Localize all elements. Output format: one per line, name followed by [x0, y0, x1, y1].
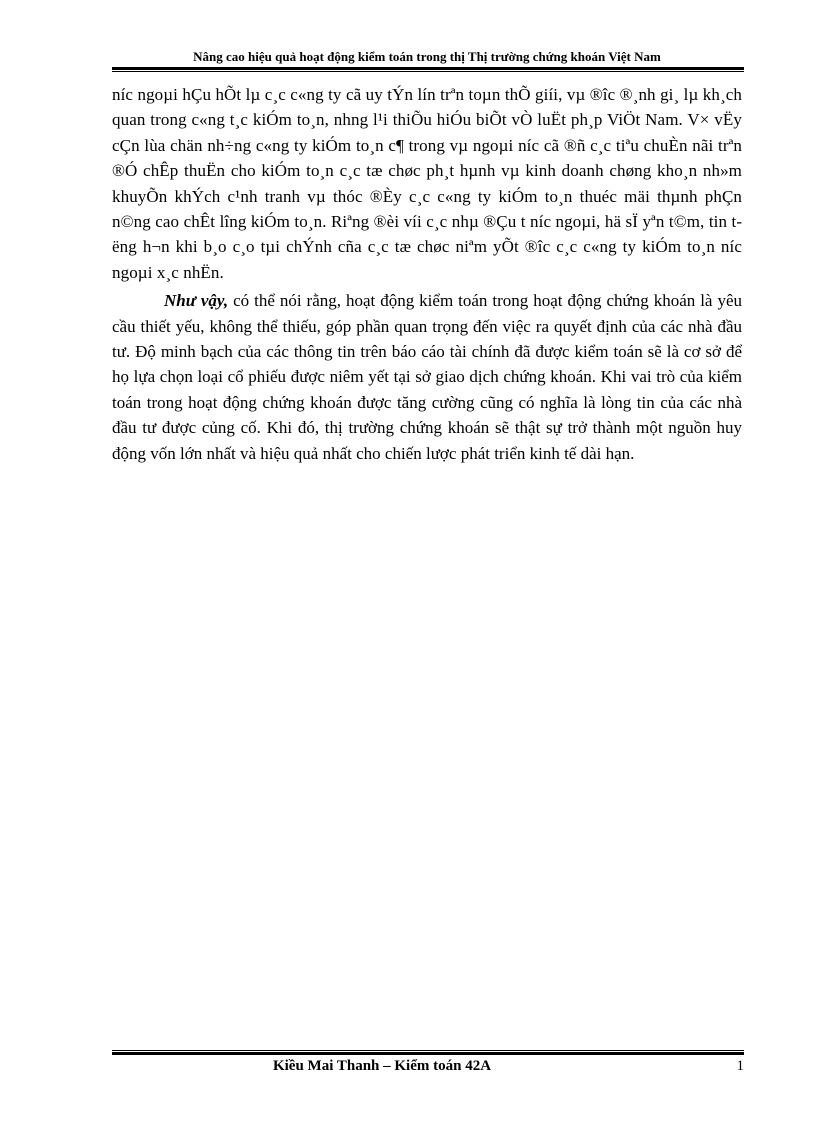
paragraph-legacy-encoding: níc ngoµi hÇu hÕt lµ c¸c c«ng ty cã uy tÝn lín trªn toµn thÕ giíi, vµ ®îc ®¸nh gi¸ lµ kh¸ch quan trong c«ng t¸c kiÓm to¸n, nhng l¹i thiÕu hiÓu biÕt vÒ luËt ph¸p ViÖt Nam. V× vËy cÇn lùa chän nh÷ng c«ng ty kiÓm to¸n c¶ trong vµ ngoµi níc cã ®ñ c¸c tiªu chuÈn nãi trªn ®Ó chÊp thuËn cho kiÓm to¸n c¸c tæ chøc ph¸t hµnh vµ kinh doanh chøng kho¸n nh»m khuyÕn khÝch c¹nh tranh vµ thóc ®Èy c¸c c«ng ty kiÓm to¸n thuéc mäi thµnh phÇn n©ng cao chÊt lîng kiÓm to¸n. Riªng ®èi víi c¸c nhµ ®Çu t níc ngoµi, hä sÏ yªn t©m, tin tëng h¬n khi b¸o c¸o tµi chÝnh cña c¸c tæ chøc niªm yÕt ®îc c¸c c«ng ty kiÓm to¸n níc ngoµi x¸c nhËn. [112, 85, 742, 282]
paragraph-conclusion-text: có thể nói rằng, hoạt động kiểm toán trong hoạt động chứng khoán là yêu cầu thiết yếu, không thể thiếu, góp phần quan trọng đến việc ra quyết định của các nhà đầu tư. Độ minh bạch của các thông tin trên báo cáo tài chính đã được kiểm toán sẽ là cơ sở để họ lựa chọn loại cổ phiếu được niêm yết tại sở giao dịch chứng khoán. Khi vai trò của kiểm toán trong hoạt động chứng khoán được tăng cường cũng có nghĩa là lòng tin của các nhà đầu tư được củng cố. Khi đó, thị trường chứng khoán sẽ thật sự trở thành một nguồn huy động vốn lớn nhất và hiệu quả nhất cho chiến lược phát triển kinh tế dài hạn. [112, 291, 742, 463]
page-number: 1 [736, 1058, 744, 1074]
footer-rule [112, 1050, 744, 1055]
header-rule [112, 67, 744, 72]
document-body [112, 82, 742, 466]
running-header: Nâng cao hiệu quả hoạt động kiểm toán trong thị Thị trường chứng khoán Việt Nam [193, 49, 661, 64]
paragraph-conclusion [112, 288, 742, 466]
paragraph-lead-phrase: Như vậy, [164, 291, 229, 311]
footer-author: Kiều Mai Thanh – Kiểm toán 42A [272, 1058, 492, 1074]
